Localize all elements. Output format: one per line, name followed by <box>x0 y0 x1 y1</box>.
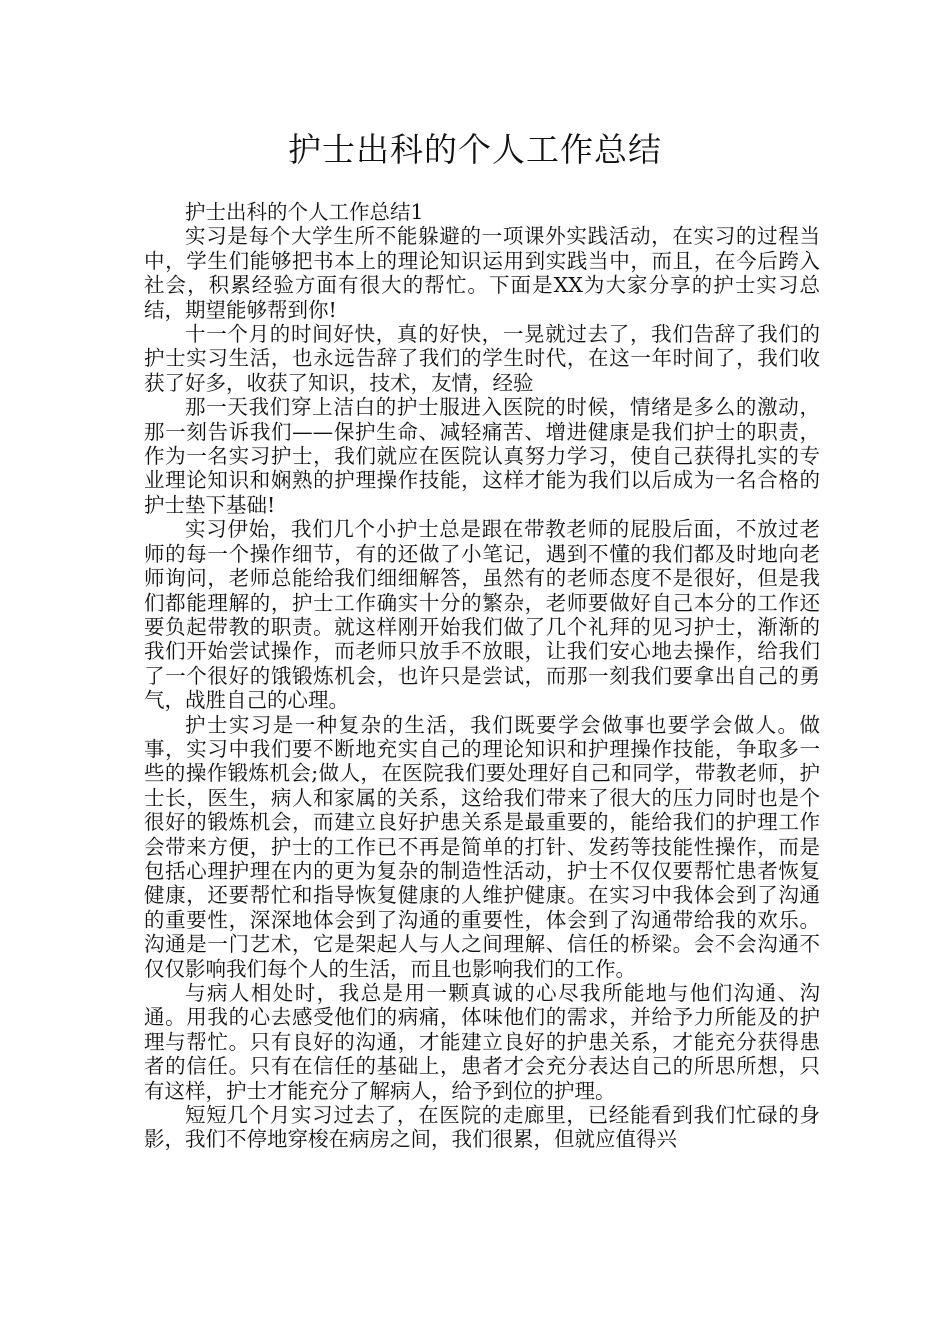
paragraph: 那一天我们穿上洁白的护士服进入医院的时候，情绪是多么的激动，那一刻告诉我们——保护生命、减轻痛苦、增进健康是我们护士的职责，作为一名实习护士，我们就应在医院认真努力学习，使自己获得扎实的专业理论知识和娴熟的护理操作技能，这样才能为我们以后成为一名合格的护士垫下基础! <box>144 395 820 517</box>
document-title: 护士出科的个人工作总结 <box>288 130 662 169</box>
paragraph: 与病人相处时，我总是用一颗真诚的心尽我所能地与他们沟通、沟通。用我的心去感受他们的病痛，体味他们的需求，并给予力所能及的护理与帮忙。只有良好的沟通，才能建立良好的护患关系，才能充分获得患者的信任。只有在信任的基础上，患者才会充分表达自己的所思所想，只有这样，护士才能充分了解病人，给予到位的护理。 <box>144 981 820 1103</box>
paragraph: 实习伊始，我们几个小护士总是跟在带教老师的屁股后面，不放过老师的每一个操作细节，有的还做了小笔记，遇到不懂的我们都及时地向老师询问，老师总能给我们细细解答，虽然有的老师态度不是很好，但是我们都能理解的，护士工作确实十分的繁杂，老师要做好自己本分的工作还要负起带教的职责。就这样刚开始我们做了几个礼拜的见习护士，渐渐的我们开始尝试操作，而老师只放手不放眼，让我们安心地去操作，给我们了一个很好的饿锻炼机会，也许只是尝试，而那一刻我们要拿出自己的勇气，战胜自己的心理。 <box>144 517 820 713</box>
paragraph: 短短几个月实习过去了，在医院的走廊里，已经能看到我们忙碌的身影，我们不停地穿梭在病房之间，我们很累，但就应值得兴 <box>144 1103 820 1152</box>
document-body <box>144 200 820 1152</box>
paragraph: 十一个月的时间好快，真的好快，一晃就过去了，我们告辞了我们的护士实习生活，也永远告辞了我们的学生时代，在这一年时间了，我们收获了好多，收获了知识，技术，友情，经验 <box>144 322 820 395</box>
paragraph: 实习是每个大学生所不能躲避的一项课外实践活动，在实习的过程当中，学生们能够把书本上的理论知识运用到实践当中，而且，在今后跨入社会，积累经验方面有很大的帮忙。下面是XX为大家分享的护士实习总结，期望能够帮到你! <box>144 224 820 322</box>
paragraph: 护士实习是一种复杂的生活，我们既要学会做事也要学会做人。做事，实习中我们要不断地充实自己的理论知识和护理操作技能，争取多一些的操作锻炼机会;做人，在医院我们要处理好自己和同学，带教老师，护士长，医生，病人和家属的关系，这给我们带来了很大的压力同时也是个很好的锻炼机会，而建立良好护患关系是最重要的，能给我们的护理工作会带来方便，护士的工作已不再是简单的打针、发药等技能性操作，而是包括心理护理在内的更为复杂的制造性活动，护士不仅仅要帮忙患者恢复健康，还要帮忙和指导恢复健康的人维护健康。在实习中我体会到了沟通的重要性，深深地体会到了沟通的重要性，体会到了沟通带给我的欢乐。沟通是一门艺术，它是架起人与人之间理解、信任的桥梁。会不会沟通不仅仅影响我们每个人的生活，而且也影响我们的工作。 <box>144 712 820 981</box>
paragraph-subtitle: 护士出科的个人工作总结1 <box>185 200 424 224</box>
